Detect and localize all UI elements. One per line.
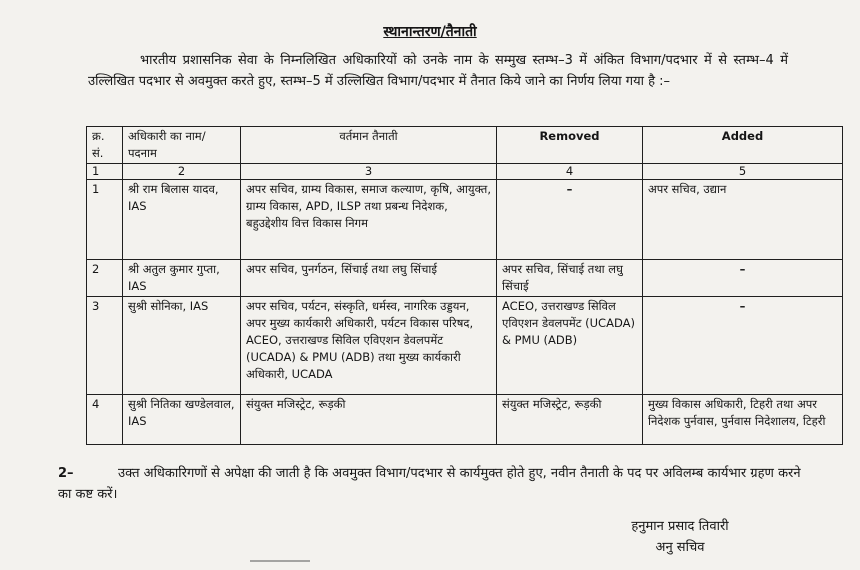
row-sno: 2 [87,260,123,297]
table-row [87,260,843,297]
row-officer-name: श्री राम बिलास यादव, IAS [123,180,241,260]
cropped-header-line [300,0,600,5]
table-row [87,297,843,395]
row-added [643,297,843,395]
row-removed: ACEO, उत्तराखण्ड सिविल एविएशन डेवलपमेंट (UCADA) & PMU (ADB) [497,297,643,395]
intro-paragraph: भारतीय प्रशासनिक सेवा के निम्नलिखित अधिकारियों को उनके नाम के सम्मुख स्तम्भ–3 में अंकित विभाग/पदभार में से स्तम्भ–4 में उल्लिखित पदभार से अवमुक्त करते हुए, स्तम्भ–5 में उल्लिखित विभाग/पदभार में तैनात किये जाने का निर्णय लिया गया है :– [88,53,788,89]
row-sno: 4 [87,395,123,445]
row-current-posting: संयुक्त मजिस्ट्रेट, रूड़की [241,395,497,445]
header-added: Added [643,127,843,164]
row-added [643,260,843,297]
header-officer-name: अधिकारी का नाम/ पदनाम [123,127,241,164]
row-current-posting: अपर सचिव, ग्राम्य विकास, समाज कल्याण, कृषि, आयुक्त, ग्राम्य विकास, APD, ILSP तथा प्रबन्ध निदेशक, बहुउद्देशीय वित्त विकास निगम [241,180,497,260]
row-sno: 3 [87,297,123,395]
column-number: 5 [643,164,843,180]
row-officer-name: सुश्री सोनिका, IAS [123,297,241,395]
row-current-posting: अपर सचिव, पुनर्गठन, सिंचाई तथा लघु सिंचाई [241,260,497,297]
row-removed: संयुक्त मजिस्ट्रेट, रूड़की [497,395,643,445]
row-sno: 1 [87,180,123,260]
signature-block [560,516,800,558]
signatory-name: हनुमान प्रसाद तिवारी [631,519,729,534]
row-current-posting: अपर सचिव, पर्यटन, संस्कृति, धर्मस्व, नागरिक उड्डयन, अपर मुख्य कार्यकारी अधिकारी, पर्यटन विकास परिषद, ACEO, उत्तराखण्ड सिविल एविएशन डेवलपमेंट (UCADA) & PMU (ADB) तथा मुख्य कार्यकारी अधिकारी, UCADA [241,297,497,395]
paragraph-2 [58,463,818,505]
signatory-designation: अनु सचिव [655,540,705,555]
order-heading [0,22,860,41]
row-added: अपर सचिव, उद्यान [643,180,843,260]
row-removed: अपर सचिव, सिंचाई तथा लघु सिंचाई [497,260,643,297]
row-added-value: – [739,262,746,276]
paragraph-2-text: उक्त अधिकारिगणों से अपेक्षा की जाती है कि अवमुक्त विभाग/पदभार से कार्यमुक्त होते हुए, नवीन तैनाती के पद पर अविलम्ब कार्यभार ग्रहण करने का कष्ट करें। [58,466,801,502]
row-removed [497,180,643,260]
table-row [87,180,843,260]
table-row [87,395,843,445]
header-current-posting: वर्तमान तैनाती [241,127,497,164]
heading-text: स्थानान्तरण/तैनाती [383,24,477,40]
paragraph-number: 2– [58,466,74,481]
column-number-row [87,164,843,180]
column-number: 2 [123,164,241,180]
row-officer-name: श्री अतुल कुमार गुप्ता, IAS [123,260,241,297]
header-sno: क्र. सं. [87,127,123,164]
table-header-row [87,127,843,164]
header-removed: Removed [497,127,643,164]
column-number: 3 [241,164,497,180]
column-number: 1 [87,164,123,180]
row-added: मुख्य विकास अधिकारी, टिहरी तथा अपर निदेशक पुर्नवास, पुर्नवास निदेशालय, टिहरी [643,395,843,445]
cropped-footer-mark [250,560,310,570]
row-added-value: – [739,299,746,313]
transfer-table [86,126,843,445]
row-officer-name: सुश्री नितिका खण्डेलवाल, IAS [123,395,241,445]
column-number: 4 [497,164,643,180]
row-removed-value: – [566,182,573,196]
